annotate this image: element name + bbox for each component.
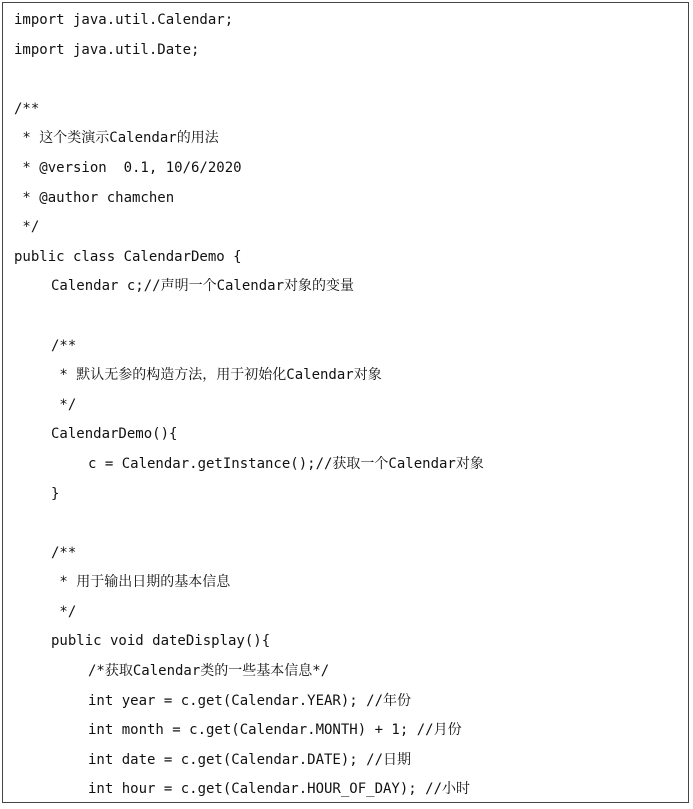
code-line: * 默认无参的构造方法，用于初始化Calendar对象 [51,367,382,384]
code-line: } [51,485,60,502]
code-line: * @version 0.1, 10/6/2020 [14,159,242,176]
code-line: */ [51,603,77,620]
code-lines [3,6,688,803]
code-line: int year = c.get(Calendar.YEAR); //年份 [88,692,412,709]
code-line [3,302,688,332]
code-line: CalendarDemo(){ [51,426,178,443]
code-line: int month = c.get(Calendar.MONTH) + 1; //月份 [88,722,462,739]
code-line: c = Calendar.getInstance();//获取一个Calendar对象 [88,455,484,472]
code-line [3,509,688,539]
code-line: */ [51,396,77,413]
code-listing [2,2,689,803]
code-line: int hour = c.get(Calendar.HOUR_OF_DAY); //小时 [88,781,471,798]
code-line: import java.util.Date; [14,41,200,58]
code-line: /** [51,544,77,561]
code-line: /** [51,337,77,354]
code-line: /*获取Calendar类的一些基本信息*/ [88,663,330,680]
code-line: * 用于输出日期的基本信息 [51,574,231,591]
code-line: int date = c.get(Calendar.DATE); //日期 [88,751,412,768]
code-line [3,65,688,95]
code-line: public class CalendarDemo { [14,248,242,265]
code-line: * 这个类演示Calendar的用法 [14,130,219,147]
code-line: public void dateDisplay(){ [51,633,271,650]
code-line: */ [14,219,40,236]
code-line: Calendar c;//声明一个Calendar对象的变量 [51,278,355,295]
code-line: * @author chamchen [14,189,175,206]
code-line: import java.util.Calendar; [14,12,234,28]
code-line: /** [14,100,40,117]
